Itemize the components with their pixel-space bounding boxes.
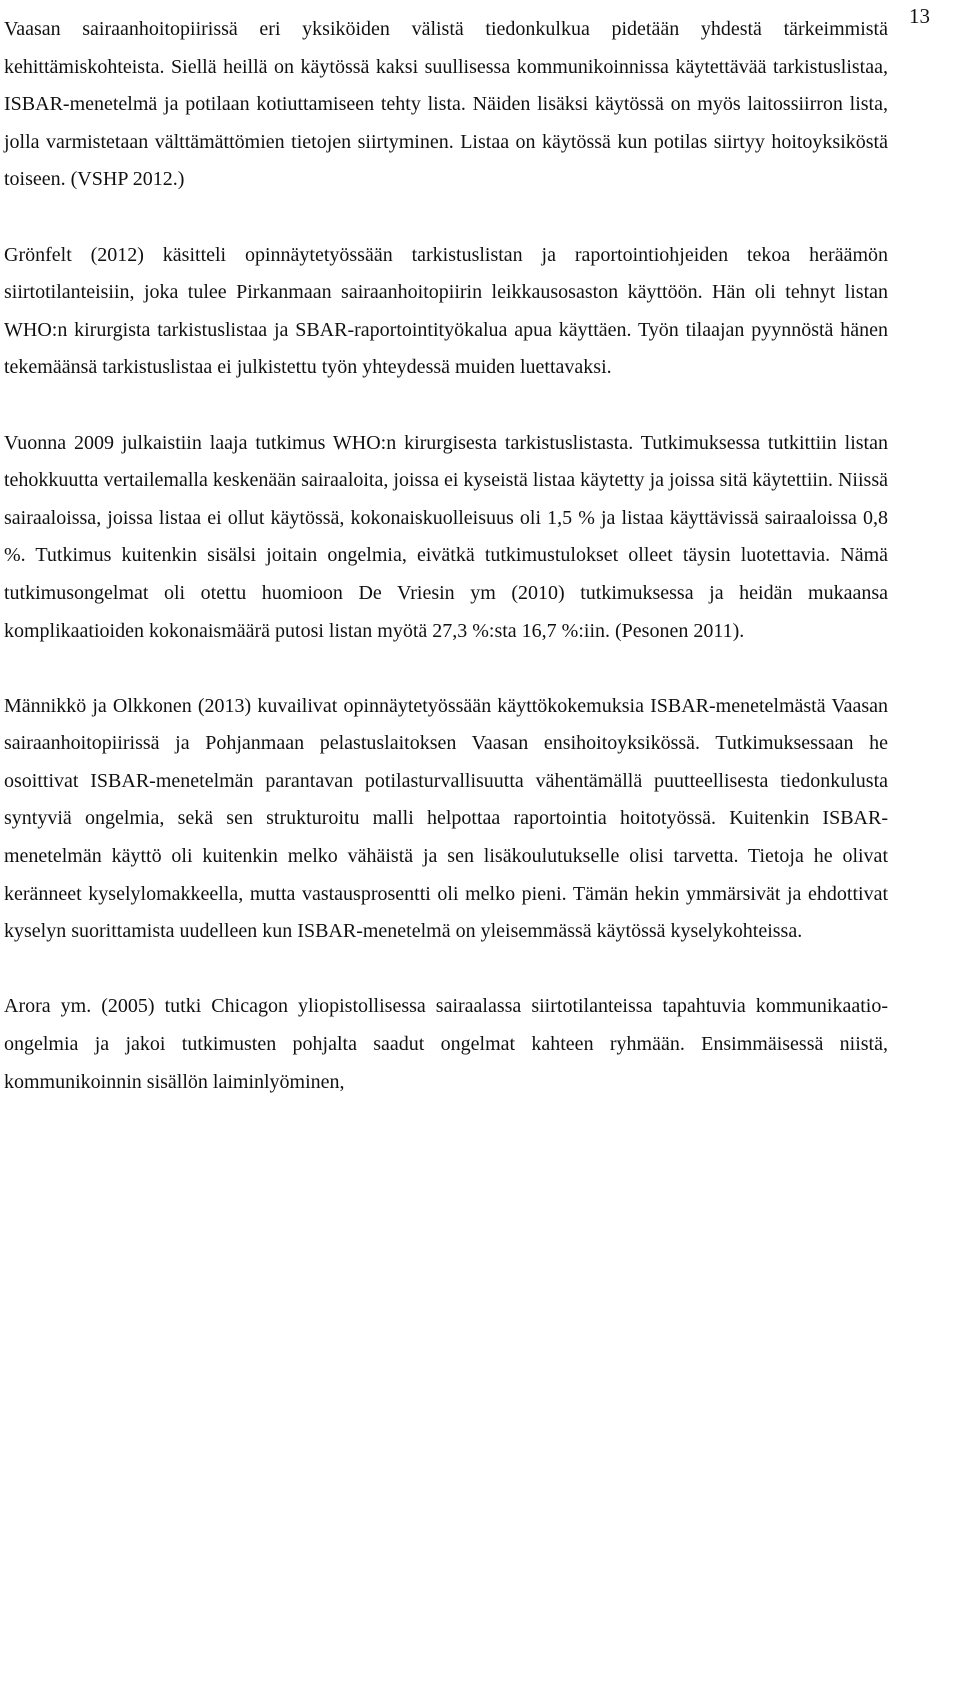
page-number: 13 xyxy=(909,4,930,28)
paragraph-vshp-communication: Vaasan sairaanhoitopiirissä eri yksiköiden välistä tiedonkulkua pidetään yhdestä tärkeimmistä kehittämiskohteista. Siellä heillä on käytössä kaksi suullisessa kommunikoinnissa käytettävää tarkistuslistaa, ISBAR-menetelmä ja potilaan kotiuttamiseen tehty lista. Näiden lisäksi käytössä on myös laitossiirron lista, jolla varmistetaan välttämättömien tietojen siirtyminen. Listaa on käytössä kun potilas siirtyy hoitoyksiköstä toiseen. (VSHP 2012.) xyxy=(4,18,888,191)
paragraph-gap xyxy=(4,199,888,237)
body-text xyxy=(4,11,888,1101)
paragraph-gap xyxy=(4,387,888,425)
paragraph-arora: Arora ym. (2005) tutki Chicagon yliopistollisessa sairaalassa siirtotilanteissa tapahtuvia kommunikaatio-ongelmia ja jakoi tutkimusten pohjalta saadut ongelmat kahteen ryhmään. Ensimmäisessä niistä, kommunikoinnin sisällön laiminlyöminen, xyxy=(4,995,888,1093)
paragraph-gronfelt: Grönfelt (2012) käsitteli opinnäytetyössään tarkistuslistan ja raportointiohjeiden tekoa heräämön siirtotilanteisiin, joka tulee Pirkanmaan sairaanhoitopiirin leikkausosaston käyttöön. Hän oli tehnyt listan WHO:n kirurgista tarkistuslistaa ja SBAR-raportointityökalua apua käyttäen. Työn tilaajan pyynnöstä hänen tekemäänsä tarkistuslistaa ei julkistettu työn yhteydessä muiden luettavaksi. xyxy=(4,243,888,379)
paragraph-gap xyxy=(4,650,888,688)
paragraph-gap xyxy=(4,951,888,989)
paragraph-mannikko-olkkonen: Männikkö ja Olkkonen (2013) kuvailivat opinnäytetyössään käyttökokemuksia ISBAR-menetelmästä Vaasan sairaanhoitopiirissä ja Pohjanmaan pelastuslaitoksen Vaasan ensihoitoyksikössä. Tutkimuksessaan he osoittivat ISBAR-menetelmän parantavan potilasturvallisuutta vähentämällä puutteellisesta tiedonkulusta syntyviä ongelmia, sekä sen strukturoitu malli helpottaa raportointia hoitotyössä. Kuitenkin ISBAR-menetelmän käyttö oli kuitenkin melko vähäistä ja sen lisäkoulutukselle olisi tarvetta. Tietoja he olivat keränneet kyselylomakkeella, mutta vastausprosentti oli melko pieni. Tämän hekin ymmärsivät ja ehdottivat kyselyn suorittamista uudelleen kun ISBAR-menetelmä on yleisemmässä käytössä kyselykohteissa. xyxy=(4,694,888,943)
paragraph-who-checklist-study: Vuonna 2009 julkaistiin laaja tutkimus WHO:n kirurgisesta tarkistuslistasta. Tutkimuksessa tutkittiin listan tehokkuutta vertailemalla keskenään sairaaloita, joissa ei kyseistä listaa käytetty ja joissa sitä käytettiin. Niissä sairaaloissa, joissa listaa ei ollut käytössä, kokonaiskuolleisuus oli 1,5 % ja listaa käyttävissä sairaaloissa 0,8 %. Tutkimus kuitenkin sisälsi joitain ongelmia, eivätkä tutkimustulokset olleet täysin luotettavia. Nämä tutkimusongelmat oli otettu huomioon De Vriesin ym (2010) tutkimuksessa ja heidän mukaansa komplikaatioiden kokonaismäärä putosi listan myötä 27,3 %:sta 16,7 %:iin. (Pesonen 2011). xyxy=(4,431,888,642)
